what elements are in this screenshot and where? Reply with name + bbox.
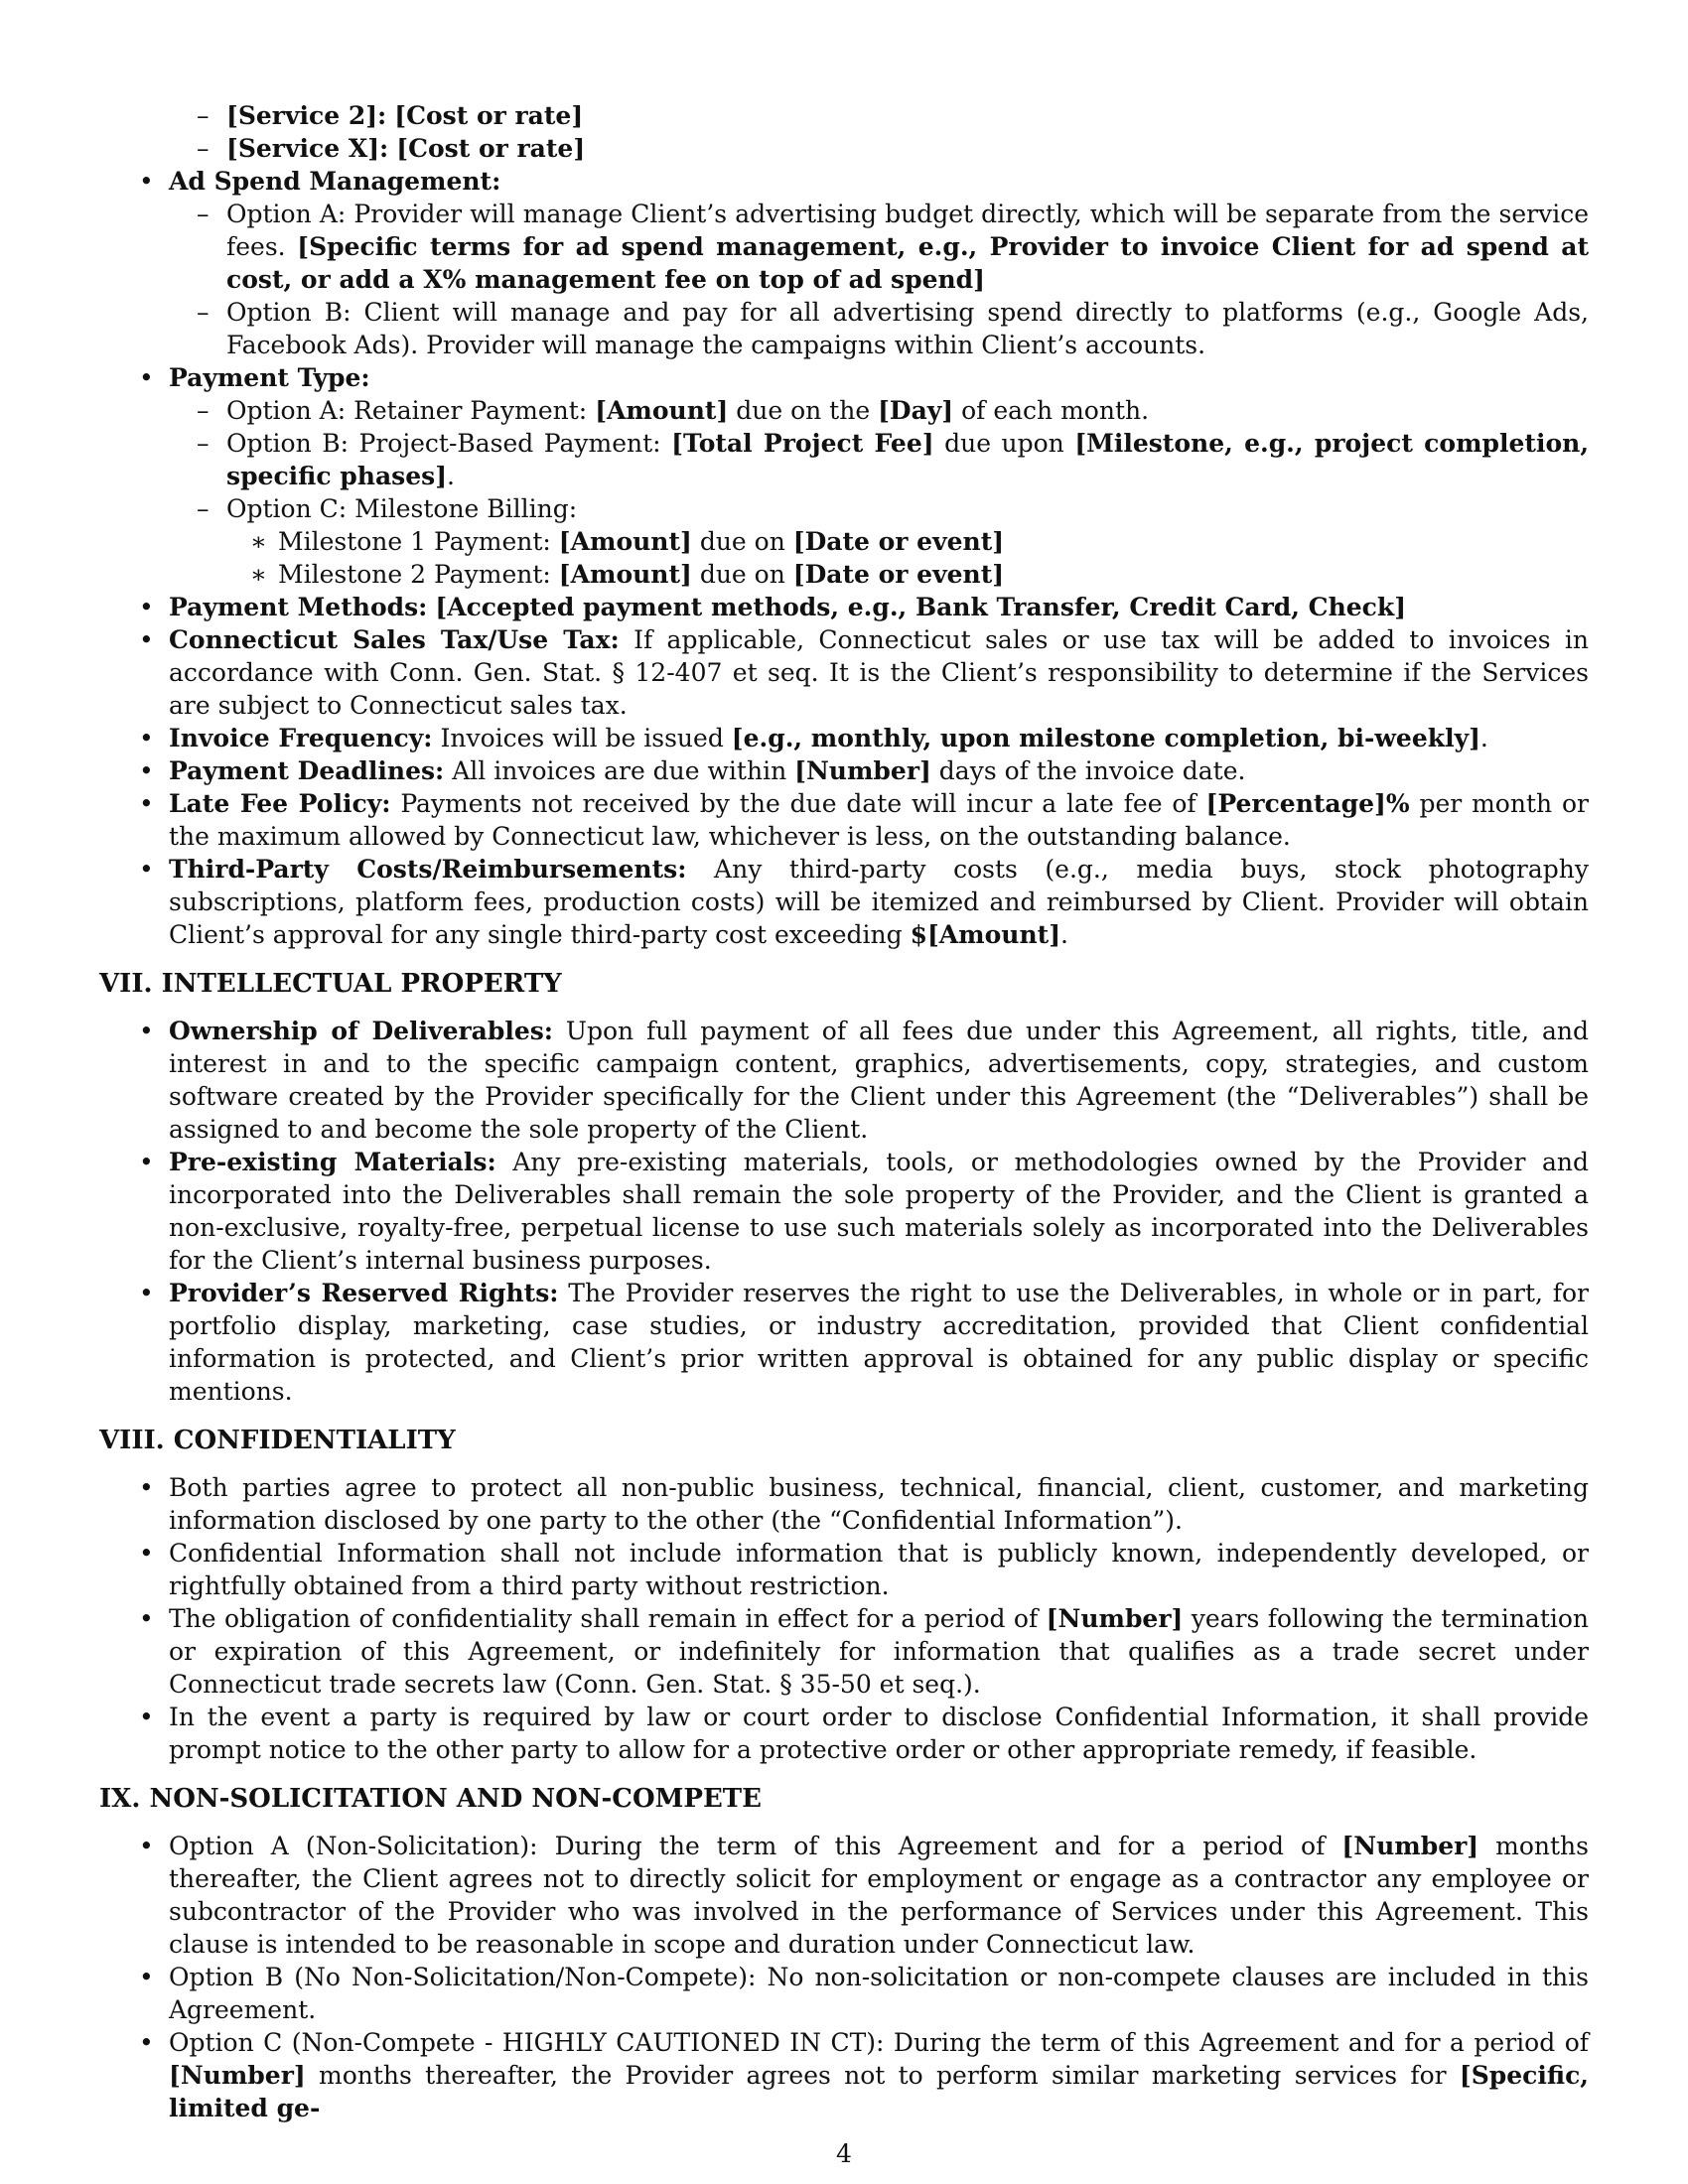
confidentiality-item-2: • Confidential Information shall not include information that is publicly known, independently developed, or rightfully obtained from a third party without restriction.: [99, 1537, 1589, 1602]
sales-tax-item: • Connecticut Sales Tax/Use Tax: If applicable, Connecticut sales or use tax will be added to invoices in accordance with Conn. Gen. Stat. § 12-407 et seq. It is the Client’s responsibility to determine if the Services are subject to Connecticut sales tax.: [99, 623, 1589, 722]
non-solicitation-option-a: • Option A (Non-Solicitation): During the term of this Agreement and for a period of [Number] months thereafter, the Client agrees not to directly solicit for employment or engage as a contractor any employee or subcontractor of the Provider who was involved in the performance of Services under this Agreement. This clause is intended to be reasonable in scope and duration under Connecticut law.: [99, 1830, 1589, 1961]
non-solicitation-option-b: • Option B (No Non-Solicitation/Non-Compete): No non-solicitation or non-compete clauses are included in this Agreement.: [99, 1961, 1589, 2026]
fee-item-service-2: – [Service 2]: [Cost or rate]: [99, 99, 1589, 132]
payment-type-option-b: – Option B: Project-Based Payment: [Total Project Fee] due upon [Milestone, e.g., project completion, specific phases].: [99, 427, 1589, 492]
section-heading-non-solicitation: IX. NON-SOLICITATION AND NON-COMPETE: [99, 1784, 762, 1814]
confidentiality-item-4: • In the event a party is required by law or court order to disclose Confidential Information, it shall provide prompt notice to the other party to allow for a protective order or other appropriate remedy, if feasible.: [99, 1701, 1589, 1766]
confidentiality-item-1: • Both parties agree to protect all non-public business, technical, financial, client, customer, and marketing information disclosed by one party to the other (the “Confidential Information”).: [99, 1471, 1589, 1537]
reserved-rights-item: • Provider’s Reserved Rights: The Provider reserves the right to use the Deliverables, in whole or in part, for portfolio display, marketing, case studies, or industry accreditation, provided that Client confidential information is protected, and Client’s prior written approval is obtained for any public display or specific mentions.: [99, 1277, 1589, 1408]
invoice-frequency-item: • Invoice Frequency: Invoices will be issued [e.g., monthly, upon milestone completion, bi-weekly].: [99, 722, 1589, 754]
fee-item-service-x: – [Service X]: [Cost or rate]: [99, 132, 1589, 165]
milestone-2-item: ∗ Milestone 2 Payment: [Amount] due on [Date or event]: [99, 558, 1589, 591]
payment-type-item: • Payment Type:: [99, 361, 1589, 394]
payment-type-option-a: – Option A: Retainer Payment: [Amount] due on the [Day] of each month.: [99, 394, 1589, 427]
payment-deadlines-item: • Payment Deadlines: All invoices are due within [Number] days of the invoice date.: [99, 754, 1589, 787]
ownership-item: • Ownership of Deliverables: Upon full payment of all fees due under this Agreement, all rights, title, and interest in and to the specific campaign content, graphics, advertisements, copy, strategies, and custom software created by the Provider specifically for the Client under this Agreement (the “Deliverables”) shall be assigned to and become the sole property of the Client.: [99, 1015, 1589, 1146]
ad-spend-option-b: – Option B: Client will manage and pay for all advertising spend directly to platforms (e.g., Google Ads, Facebook Ads). Provider will manage the campaigns within Client’s accounts.: [99, 296, 1589, 361]
payment-type-option-c: – Option C: Milestone Billing:: [99, 492, 1589, 525]
confidentiality-item-3: • The obligation of confidentiality shall remain in effect for a period of [Number] years following the termination or expiration of this Agreement, or indefinitely for information that qualifies as a trade secret under Connecticut trade secrets law (Conn. Gen. Stat. § 35-50 et seq.).: [99, 1602, 1589, 1701]
ad-spend-item: • Ad Spend Management:: [99, 165, 1589, 198]
document-page: [99, 99, 1589, 2124]
section-heading-intellectual-property: VII. INTELLECTUAL PROPERTY: [99, 969, 562, 999]
section-heading-confidentiality: VIII. CONFIDENTIALITY: [99, 1426, 456, 1455]
page-number: 4: [836, 2139, 852, 2168]
pre-existing-item: • Pre-existing Materials: Any pre-existing materials, tools, or methodologies owned by the Provider and incorporated into the Deliverables shall remain the sole property of the Provider, and the Client is granted a non-exclusive, royalty-free, perpetual license to use such materials solely as incorporated into the Deliverables for the Client’s internal business purposes.: [99, 1146, 1589, 1277]
non-compete-option-c: • Option C (Non-Compete - HIGHLY CAUTIONED IN CT): During the term of this Agreement and for a period of [Number] months thereafter, the Provider agrees not to perform similar marketing services for [Specific, limited ge-: [99, 2026, 1589, 2124]
late-fee-item: • Late Fee Policy: Payments not received by the due date will incur a late fee of [Percentage]% per month or the maximum allowed by Connecticut law, whichever is less, on the outstanding balance.: [99, 787, 1589, 853]
milestone-1-item: ∗ Milestone 1 Payment: [Amount] due on [Date or event]: [99, 525, 1589, 558]
ad-spend-option-a: – Option A: Provider will manage Client’s advertising budget directly, which will be separate from the service fees. [Specific terms for ad spend management, e.g., Provider to invoice Client for ad spend at cost, or add a X% management fee on top of ad spend]: [99, 198, 1589, 296]
third-party-costs-item: • Third-Party Costs/Reimbursements: Any third-party costs (e.g., media buys, stock photography subscriptions, platform fees, production costs) will be itemized and reimbursed by Client. Provider will obtain Client’s approval for any single third-party cost exceeding $[Amount].: [99, 853, 1589, 951]
payment-methods-item: • Payment Methods: [Accepted payment methods, e.g., Bank Transfer, Credit Card, Check]: [99, 591, 1589, 623]
